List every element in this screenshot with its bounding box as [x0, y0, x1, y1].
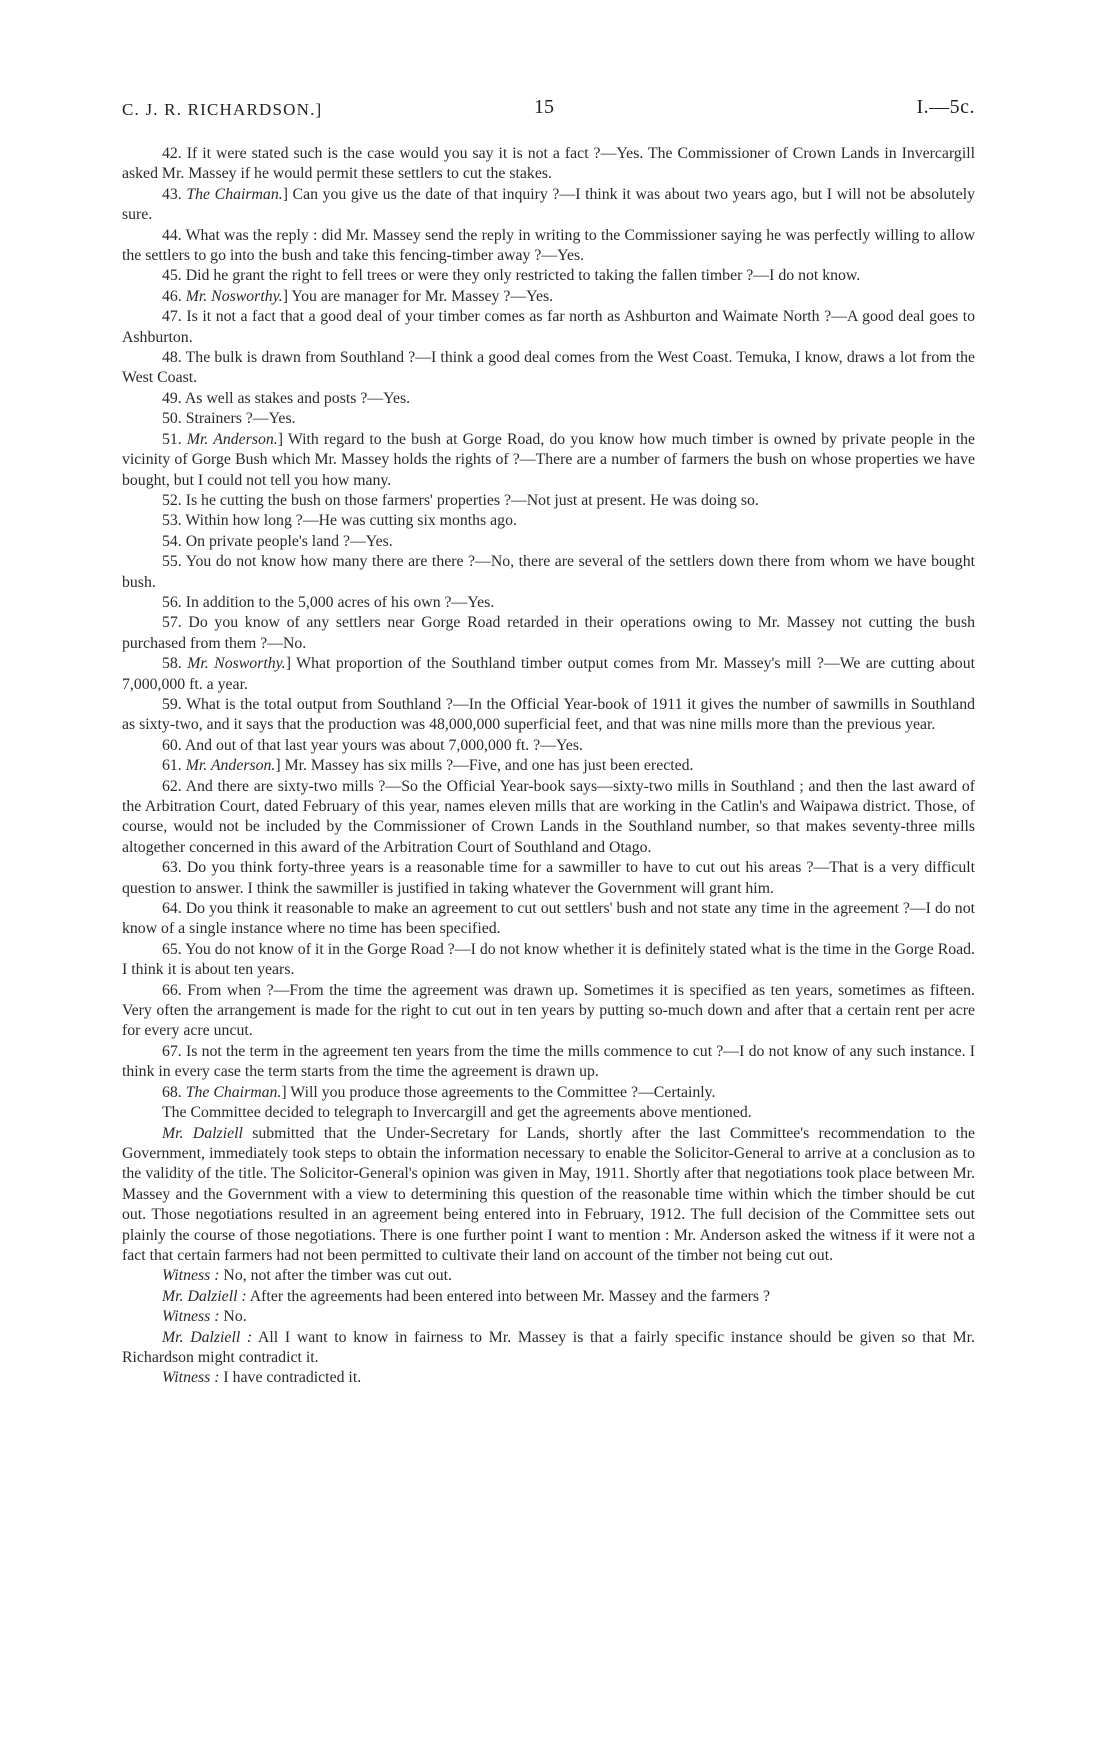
paragraph [122, 654, 975, 695]
paragraph-text: 67. Is not the term in the agreement ten years from the time the mills commence to cut ?—I do not know of any such instance. I think in every case the term starts from the time the agreement is drawn up. [122, 1042, 975, 1081]
paragraph-text: 48. The bulk is drawn from Southland ?—I think a good deal comes from the West Coast. Temuka, I know, draws a lot from the West Coast. [122, 349, 975, 387]
paragraph-text: 56. In addition to the 5,000 acres of his own ?—Yes. [162, 593, 495, 611]
paragraph-text: ] What proportion of the Southland timber output comes from Mr. Massey's mill ?—We are cutting about 7,000,000 ft. a year. [122, 655, 975, 693]
paragraph [122, 1307, 975, 1327]
paragraph-text: 64. Do you think it reasonable to make an agreement to cut out settlers' bush and not state any time in the agreement ?—I do not know of a single instance where no time has been specified. [122, 900, 975, 938]
paragraph [122, 899, 975, 940]
paragraph-text: ] With regard to the bush at Gorge Road, do you know how much timber is owned by private people in the vicinity of Gorge Bush which Mr. Massey holds the rights of ?—There are a number of farmers the bush on whose properties we have bought, but I could not tell you how many. [122, 430, 975, 489]
paragraph [122, 348, 975, 389]
speaker-name: Mr. Dalziell : [162, 1287, 247, 1305]
speaker-name: Witness : [162, 1308, 220, 1326]
paragraph [122, 1083, 975, 1103]
paragraph [122, 593, 975, 613]
speaker-name: Witness : [162, 1369, 220, 1387]
paragraph-text: 60. And out of that last year yours was about 7,000,000 ft. ?—Yes. [162, 736, 583, 754]
paragraph [122, 1042, 975, 1083]
paragraph [122, 736, 975, 756]
paragraph [122, 532, 975, 552]
speaker-name: Mr. Dalziell : [162, 1328, 253, 1346]
paragraph [122, 1287, 975, 1307]
paragraph [122, 491, 975, 511]
paragraph-text: After the agreements had been entered into between Mr. Massey and the farmers ? [246, 1287, 770, 1305]
speaker-name: Mr. Dalziell [162, 1124, 243, 1142]
paragraph-text: 45. Did he grant the right to fell trees or were they only restricted to taking the fallen timber ?—I do not know. [162, 267, 861, 285]
paragraph-text: The Committee decided to telegraph to Invercargill and get the agreements above mentioned. [162, 1104, 752, 1122]
question-number: 61. [162, 757, 186, 775]
speaker-name: Mr. Anderson. [185, 757, 276, 775]
paragraph-text: 49. As well as stakes and posts ?—Yes. [162, 389, 411, 407]
paragraph [122, 511, 975, 531]
page-header [122, 98, 975, 122]
paragraph-text: submitted that the Under-Secretary for Lands, shortly after the last Committee's recommendation to the Government, immediately took steps to obtain the information necessary to enable the Solicitor-General to arrive at a conclusion as to the validity of the title. The Solicitor-General's opinion was given in May, 1911. Shortly after that negotiations took place between Mr. Massey and the Government with a view to determining this question of the reasonable time within which the timber should be cut out. Those negotiations resulted in an agreement being entered into in February, 1912. The full decision of the Committee sets out plainly the course of those negotiations. There is one further point I want to mention : Mr. Anderson asked the witness if it were not a fact that certain farmers had not been permitted to cultivate their land on account of the timber not being cut out. [122, 1124, 975, 1264]
paragraph-text: I have contradicted it. [219, 1369, 362, 1387]
paragraph [122, 940, 975, 981]
speaker-name: Mr. Nosworthy. [187, 655, 286, 673]
paragraph-text: 62. And there are sixty-two mills ?—So the Official Year-book says—sixty-two mills in Southland ; and then the last award of the Arbitration Court, dated February of this year, names eleven mills that are working in the Catlin's and Waipawa district. Those, of course, would not be included by the Commissioner of Crown Lands in the Southland number, so that makes seventy-three mills altogether concerned in this award of the Arbitration Court of Southland and Otago. [122, 777, 975, 856]
paragraph [122, 409, 975, 429]
paragraph [122, 858, 975, 899]
paragraph-text: 55. You do not know how many there are there ?—No, there are several of the settlers down there from whom we have bought bush. [122, 553, 975, 591]
question-number: 51. [162, 430, 187, 448]
document-body [122, 144, 975, 1389]
paragraph-text: 44. What was the reply : did Mr. Massey send the reply in writing to the Commissioner saying he was perfectly willing to allow the settlers to go into the bush and take this fencing-timber away ?—Yes. [122, 226, 975, 265]
paragraph-text: 52. Is he cutting the bush on those farmers' properties ?—Not just at present. He was doing so. [162, 491, 759, 509]
speaker-name: Mr. Anderson. [186, 430, 278, 448]
paragraph-text: 63. Do you think forty-three years is a reasonable time for a sawmiller to have to cut out his areas ?—That is a very difficult question to answer. I think the sawmiller is justified in taking whatever the Government will grant him. [122, 859, 975, 897]
header-witness-name: C. J. R. RICHARDSON.] [122, 100, 323, 119]
question-number: 43. [162, 185, 187, 203]
paragraph [122, 1266, 975, 1286]
paragraph-text: 42. If it were stated such is the case would you say it is not a fact ?—Yes. The Commissioner of Crown Lands in Invercargill asked Mr. Massey if he would permit these settlers to cut the stakes. [122, 145, 975, 183]
paragraph [122, 1368, 975, 1388]
paragraph-text: ] Can you give us the date of that inquiry ?—I think it was about two years ago, but I will not be absolutely sure. [122, 185, 975, 224]
document-reference: I.—5c. [916, 96, 975, 118]
paragraph [122, 185, 975, 226]
paragraph [122, 552, 975, 593]
paragraph-text: 57. Do you know of any settlers near Gorge Road retarded in their operations owing to Mr. Massey not cutting the bush purchased from them ?—No. [122, 614, 975, 652]
paragraph-text: 65. You do not know of it in the Gorge Road ?—I do not know whether it is definitely stated what is the time in the Gorge Road. I think it is about ten years. [122, 940, 975, 979]
paragraph-text: ] Will you produce those agreements to the Committee ?—Certainly. [281, 1083, 716, 1101]
paragraph [122, 307, 975, 348]
speaker-name: Witness : [162, 1267, 220, 1285]
paragraph [122, 613, 975, 654]
paragraph-text: 47. Is it not a fact that a good deal of your timber comes as far north as Ashburton and Waimate North ?—A good deal goes to Ashburton. [122, 308, 975, 346]
paragraph-text: 50. Strainers ?—Yes. [162, 410, 296, 428]
paragraph-text: No. [219, 1308, 247, 1326]
speaker-name: The Chairman. [185, 1083, 282, 1101]
speaker-name: Mr. Nosworthy. [185, 287, 283, 305]
paragraph [122, 1124, 975, 1267]
page-number: 15 [534, 96, 554, 118]
paragraph [122, 695, 975, 736]
paragraph-text: No, not after the timber was cut out. [219, 1267, 452, 1285]
paragraph-text: ] You are manager for Mr. Massey ?—Yes. [282, 287, 554, 305]
paragraph-text: 54. On private people's land ?—Yes. [162, 532, 393, 550]
paragraph [122, 777, 975, 859]
paragraph-text: All I want to know in fairness to Mr. Massey is that a fairly specific instance should be given so that Mr. Richardson might contradict it. [122, 1328, 975, 1366]
question-number: 68. [162, 1083, 186, 1101]
question-number: 58. [162, 655, 188, 673]
paragraph [122, 1103, 975, 1123]
paragraph-text: ] Mr. Massey has six mills ?—Five, and one has just been erected. [275, 757, 694, 775]
paragraph-text: 53. Within how long ?—He was cutting six months ago. [162, 512, 517, 530]
paragraph [122, 144, 975, 185]
paragraph [122, 266, 975, 286]
paragraph [122, 430, 975, 491]
paragraph-text: 59. What is the total output from Southland ?—In the Official Year-book of 1911 it gives the number of sawmills in Southland as sixty-two, and it says that the production was 48,000,000 superficial feet, and that was nine mills more than the previous year. [122, 695, 975, 734]
paragraph [122, 1328, 975, 1369]
paragraph-text: 66. From when ?—From the time the agreement was drawn up. Sometimes it is specified as ten years, sometimes as fifteen. Very often the arrangement is made for the right to cut out in ten years by putting so-much down and after that a certain rent per acre for every acre uncut. [122, 981, 975, 1040]
speaker-name: The Chairman. [186, 185, 283, 203]
paragraph [122, 389, 975, 409]
paragraph [122, 287, 975, 307]
question-number: 46. [162, 287, 186, 305]
paragraph [122, 226, 975, 267]
paragraph [122, 756, 975, 776]
paragraph [122, 981, 975, 1042]
